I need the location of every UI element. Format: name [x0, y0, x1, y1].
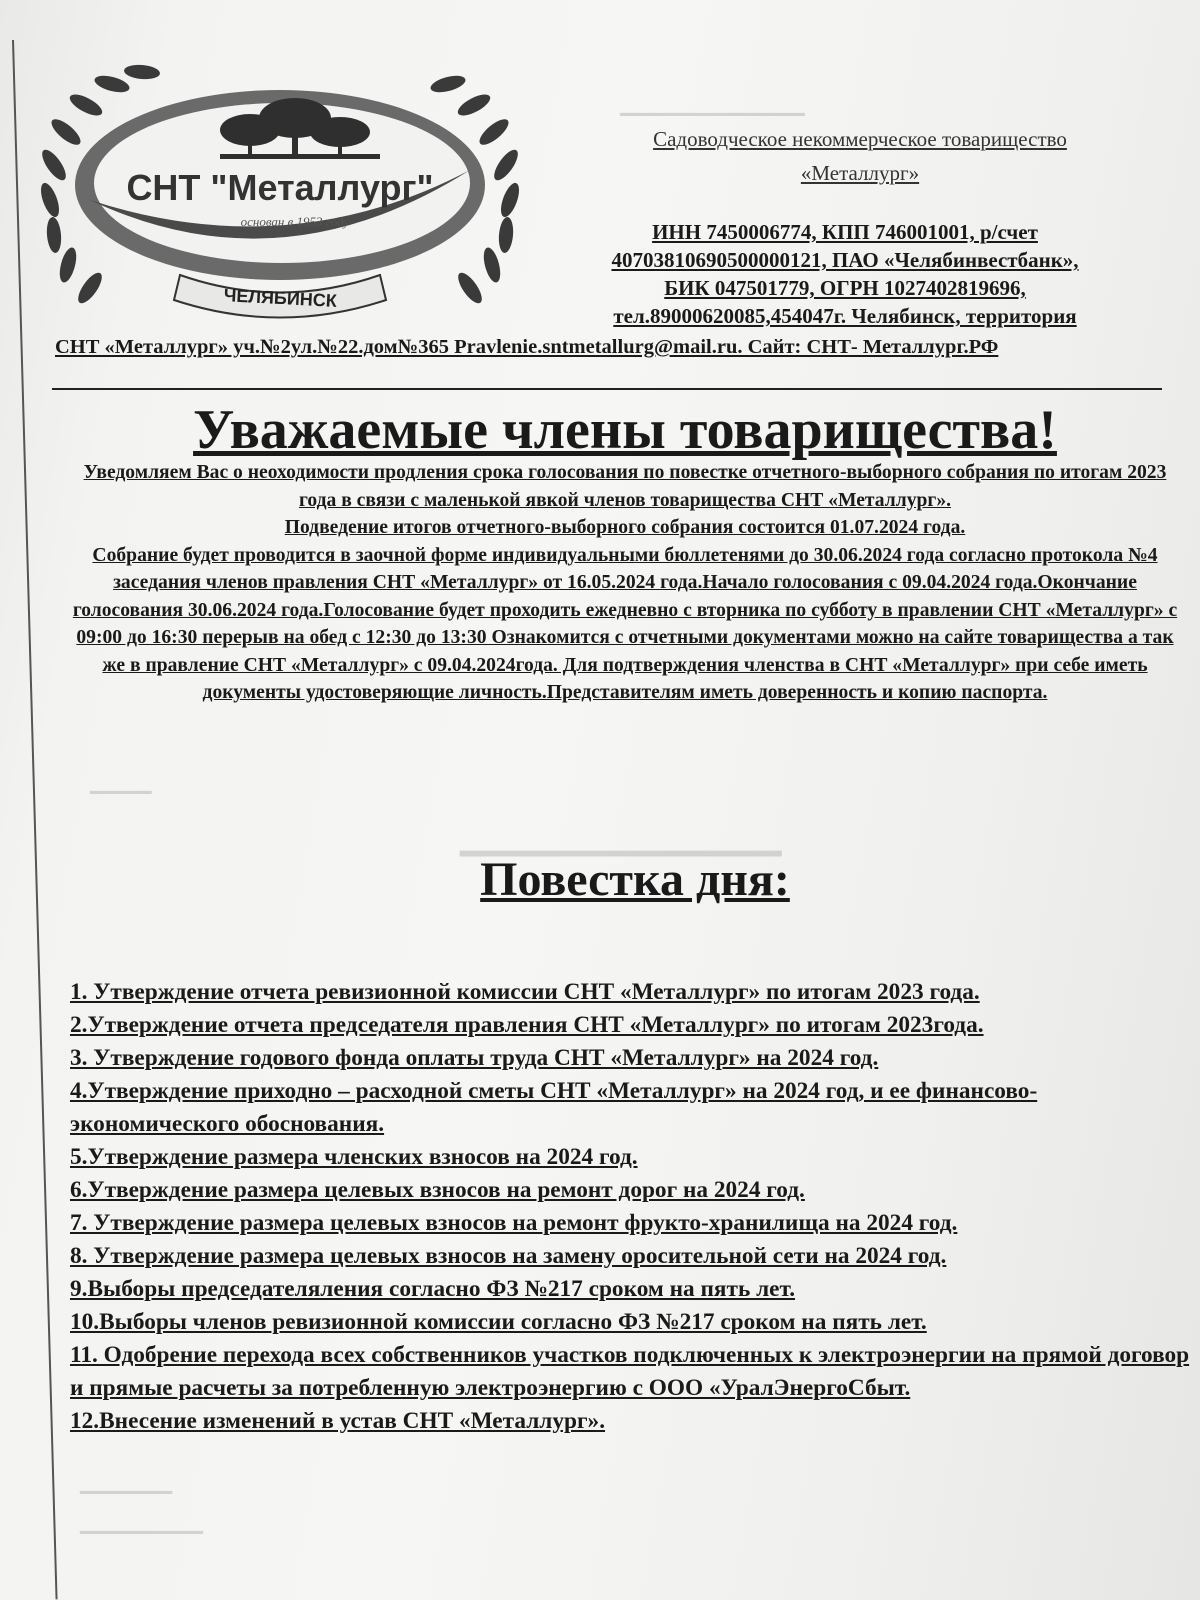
agenda-item: 5.Утверждение размера членских взносов на 2024 год. — [70, 1144, 638, 1170]
notice-paragraph: Собрание будет проводится в заочной форме индивидуальными бюллетенями до 30.06.2024 года согласно протокола №4 заседания членов правления СНТ «Металлург» от 16.05.2024 года.Начало голосования с 09.04.2024 года.Окончание голосования 30.06.2024 года.Голосование будет проходить ежедневно с вторника по субботу в правлении СНТ «Металлург» с 09:00 до 16:30 перерыв на обед с 12:30 до 13:30 Ознакомится с отчетными документами можно на сайте товарищества а так же в правление СНТ «Металлург» с 09.04.2024года. Для подтверждения членства в СНТ «Металлург» при себе иметь документы удостоверяющие личность.Представителям иметь доверенность и копию паспорта. — [72, 544, 1178, 703]
agenda-item: 1. Утверждение отчета ревизионной комиссии СНТ «Металлург» по итогам 2023 года. — [70, 979, 980, 1005]
agenda-item: 10.Выборы членов ревизионной комиссии согласно ФЗ №217 сроком на пять лет. — [70, 1309, 927, 1335]
agenda-item: 9.Выборы председателяления согласно ФЗ №217 сроком на пять лет. — [70, 1276, 796, 1302]
logo-name-text: СНТ "Металлург" — [126, 167, 434, 208]
bleed-through-text: ▁▁▁▁ — [90, 772, 152, 794]
address-contact-line: СНТ «Металлург» уч.№2ул.№22.дом№365 Pravlenie.sntmetallurg@mail.ru. Сайт: СНТ- Металлург.РФ — [55, 336, 999, 358]
requisites-line: 40703810690500000121, ПАО «Челябинвестбанк», — [611, 248, 1079, 272]
agenda-item: 12.Внесение изменений в устав СНТ «Металлург». — [70, 1408, 606, 1434]
agenda-item: 7. Утверждение размера целевых взносов на ремонт фрукто-хранилища на 2024 год. — [70, 1210, 958, 1236]
agenda-item: 2.Утверждение отчета председателя правления СНТ «Металлург» по итогам 2023года. — [70, 1012, 984, 1038]
org-name-line: Садоводческое некоммерческое товарищество — [653, 127, 1067, 151]
bleed-through-text: ▁▁▁▁▁▁▁▁ — [80, 1512, 204, 1534]
requisites-line: ИНН 7450006774, КПП 746001001, р/счет — [652, 220, 1038, 244]
notice-body — [66, 459, 1184, 707]
notice-paragraph: Уведомляем Вас о неоходимости продления срока голосования по повестке отчетного-выборного собрания по итогам 2023 года в связи с маленькой явкой членов товарищества СНТ «Металлург». — [83, 462, 1167, 511]
bleed-through-text: ▁▁▁▁▁▁ — [80, 1472, 173, 1494]
snt-metallurg-logo — [30, 50, 530, 320]
agenda-item: 3. Утверждение годового фонда оплаты труда СНТ «Металлург» на 2024 год. — [70, 1045, 879, 1071]
header-divider — [52, 388, 1162, 390]
organization-name — [560, 122, 1160, 190]
agenda-title: Повестка дня: — [480, 853, 790, 906]
agenda-item: 4.Утверждение приходно – расходной сметы СНТ «Металлург» на 2024 год, и ее финансово-экономического обоснования. — [70, 1078, 1038, 1137]
bleed-through-text: ▁▁▁▁▁▁▁▁▁▁▁ — [460, 814, 782, 856]
agenda-item: 11. Одобрение перехода всех собственников участков подключенных к электроэнергии на прямой договор и прямые расчеты за потребленную электроэнергию с ООО «УралЭнергоСбыт. — [70, 1342, 1190, 1401]
requisites-line: БИК 047501779, ОГРН 1027402819696, — [664, 276, 1026, 300]
bank-requisites — [540, 218, 1150, 330]
notice-paragraph: Подведение итогов отчетного-выборного собрания состоится 01.07.2024 года. — [284, 517, 966, 538]
agenda-item: 8. Утверждение размера целевых взносов на замену оросительной сети на 2024 год. — [70, 1243, 947, 1269]
agenda-list — [70, 976, 1190, 1438]
page-title: Уважаемые члены товарищества! — [193, 399, 1057, 461]
requisites-line: тел.89000620085,454047г. Челябинск, территория — [613, 304, 1077, 328]
org-name-line: «Металлург» — [800, 161, 920, 185]
logo-city-text: ЧЕЛЯБИНСК — [223, 285, 338, 311]
agenda-item: 6.Утверждение размера целевых взносов на ремонт дорог на 2024 год. — [70, 1177, 805, 1203]
logo-founded-text: основан в 1953 году — [240, 214, 350, 229]
bleed-through-text: ▁▁▁▁▁▁▁▁▁▁▁▁ — [620, 94, 805, 116]
